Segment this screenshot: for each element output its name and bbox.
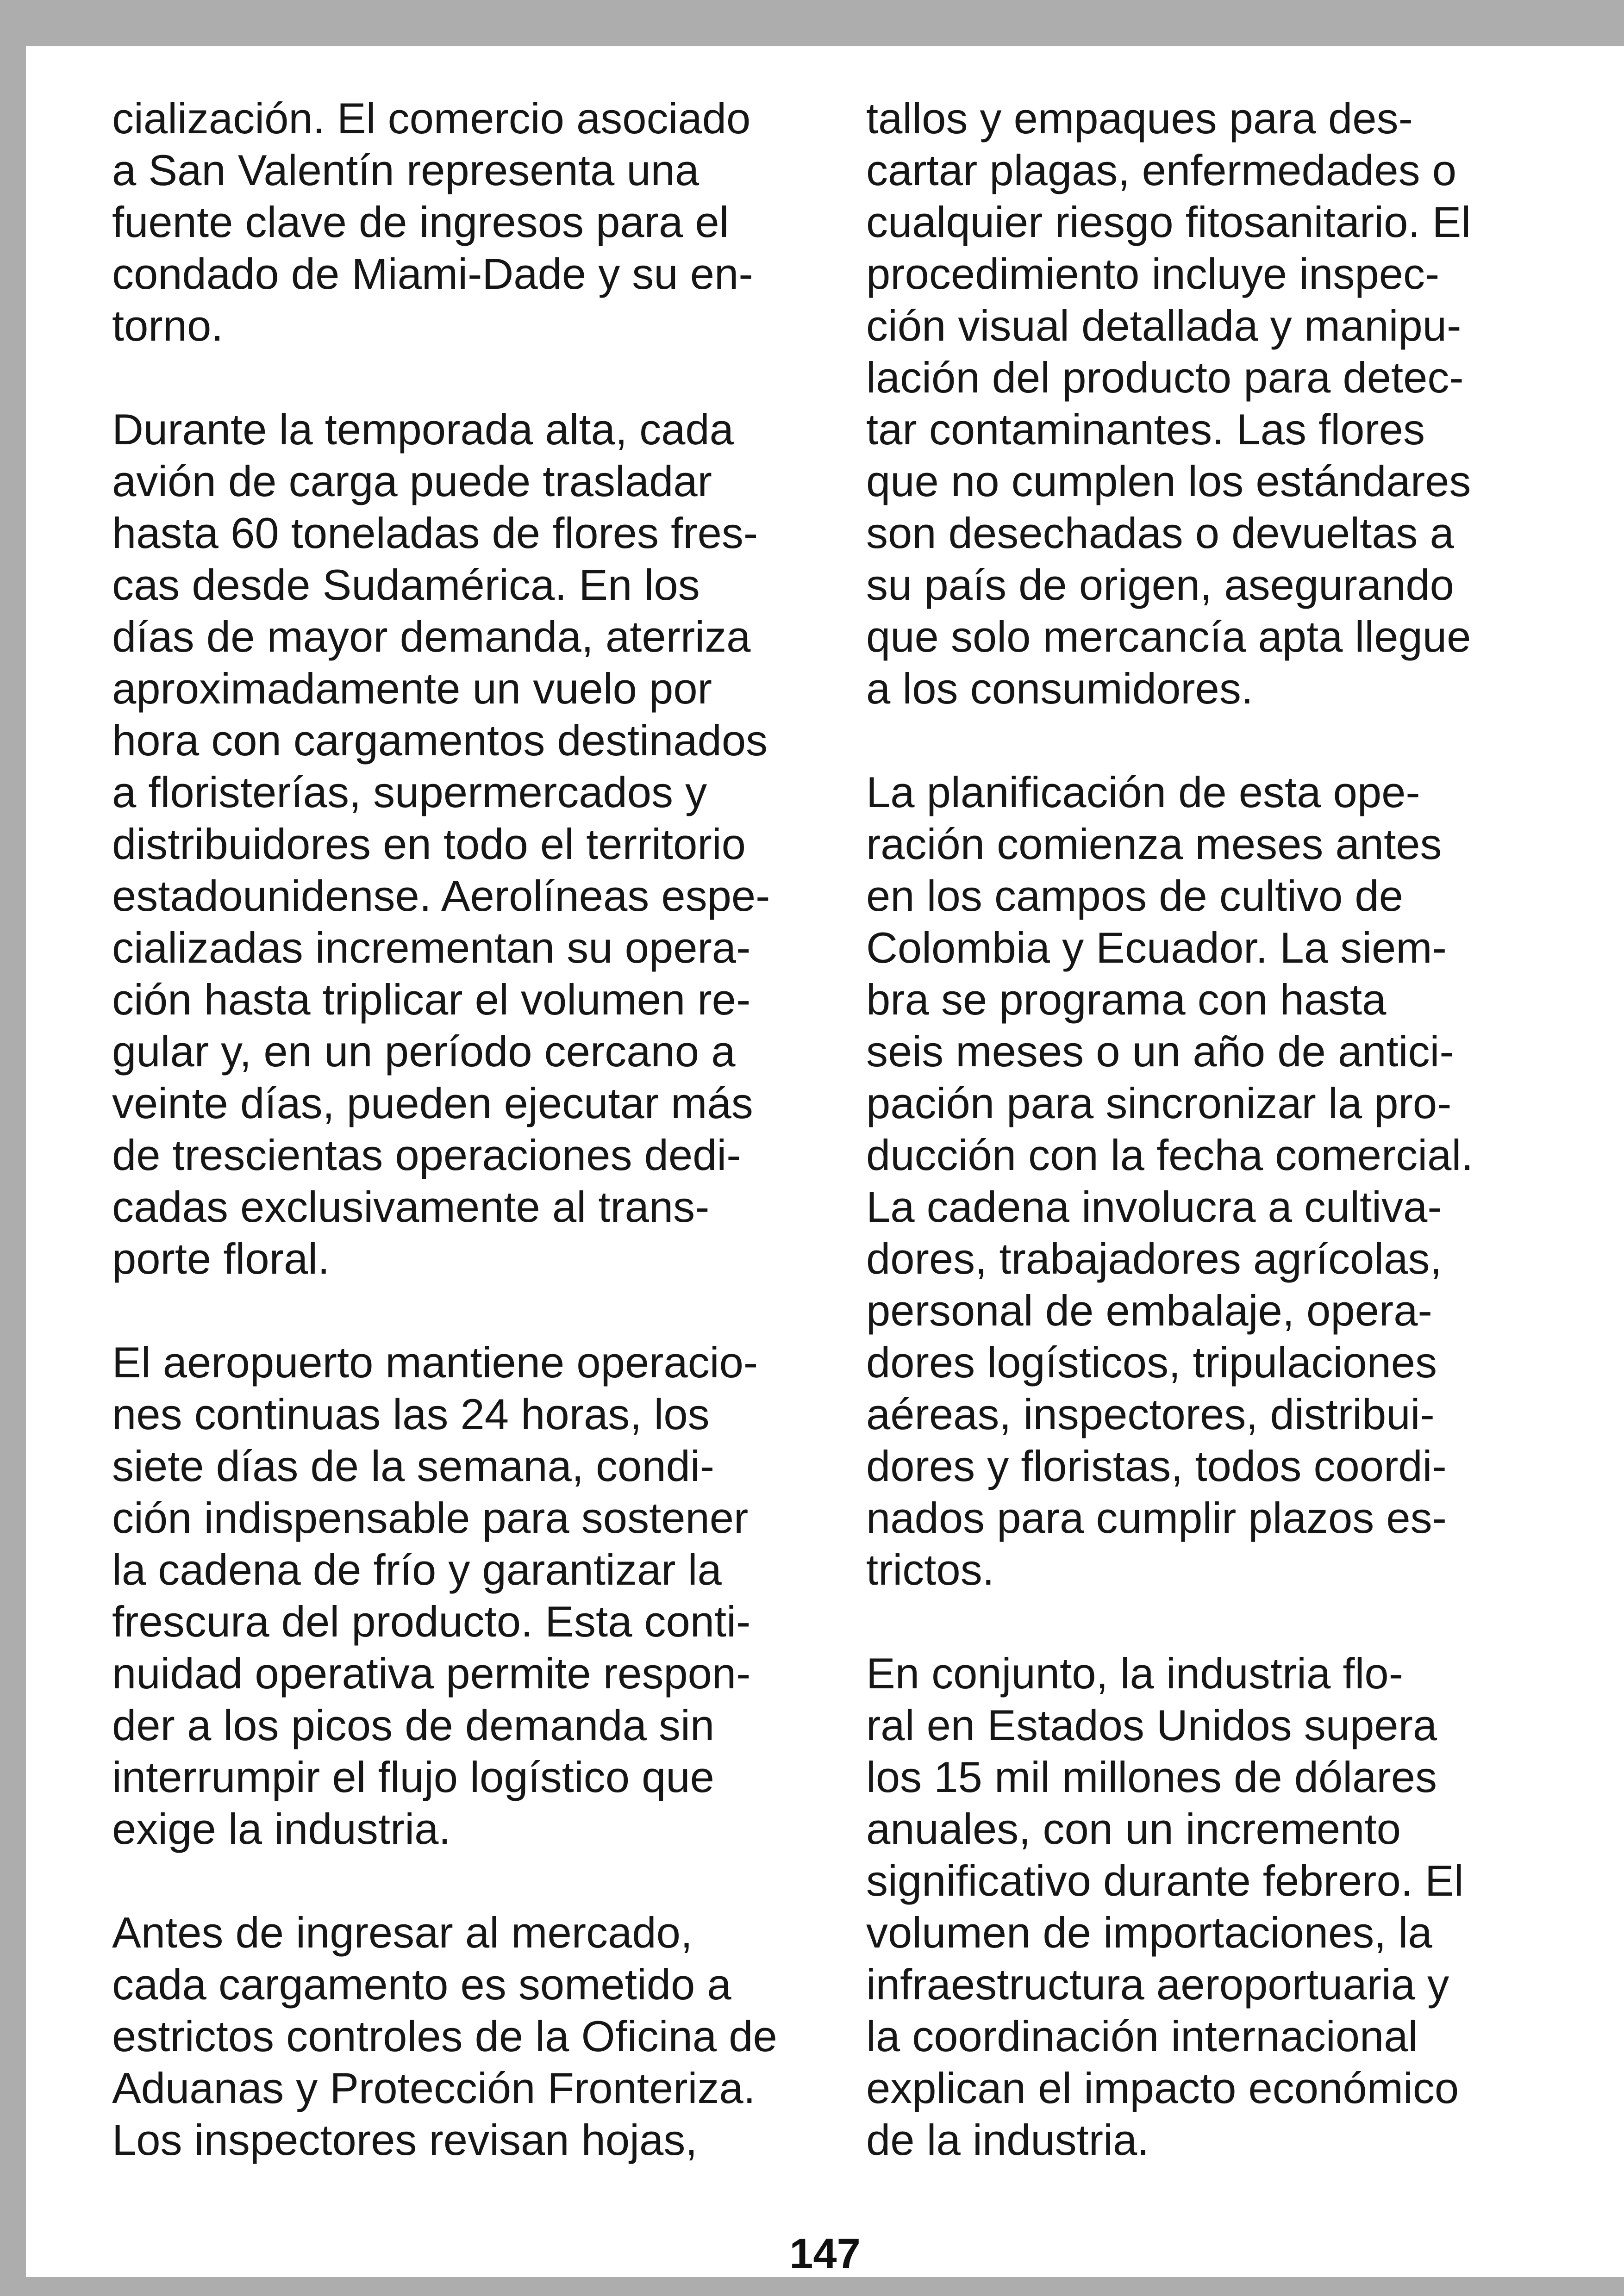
text-line: significativo durante febrero. El [866, 1856, 1464, 1905]
text-line: seis meses o un año de antici- [866, 1027, 1454, 1076]
text-line: volumen de importaciones, la [866, 1908, 1432, 1957]
paragraph-gap [112, 1855, 834, 1907]
text-line: a los consumidores. [866, 664, 1253, 713]
text-line: condado de Miami-Dade y su en- [112, 249, 753, 298]
text-line: ral en Estados Unidos supera [866, 1701, 1437, 1749]
left-text-column [112, 93, 834, 2166]
text-line: La planificación de esta ope- [866, 768, 1420, 816]
text-line: Antes de ingresar al mercado, [112, 1908, 693, 1957]
text-line: cadas exclusivamente al trans- [112, 1182, 710, 1231]
text-line: a floristerías, supermercados y [112, 768, 707, 816]
text-line: ción hasta triplicar el volumen re- [112, 975, 751, 1024]
right-text-column [866, 93, 1588, 2166]
text-line: ción visual detallada y manipu- [866, 301, 1462, 350]
text-line: La cadena involucra a cultiva- [866, 1182, 1442, 1231]
text-line: tallos y empaques para des- [866, 94, 1413, 143]
text-line: cartar plagas, enfermedades o [866, 146, 1456, 194]
text-line: de trescientas operaciones dedi- [112, 1131, 741, 1179]
text-line: exige la industria. [112, 1804, 451, 1853]
text-line: que solo mercancía apta llegue [866, 612, 1471, 661]
paragraph-gap [866, 715, 1588, 766]
text-line: Los inspectores revisan hojas, [112, 2116, 698, 2164]
paragraph-gap [112, 1285, 834, 1337]
text-line: siete días de la semana, condi- [112, 1442, 715, 1490]
text-line: cualquier riesgo fitosanitario. El [866, 198, 1471, 246]
text-line: a San Valentín representa una [112, 146, 700, 194]
text-line: de la industria. [866, 2116, 1149, 2164]
book-page [26, 46, 1624, 2277]
text-line: ración comienza meses antes [866, 820, 1442, 868]
text-line: nes continuas las 24 horas, los [112, 1390, 710, 1438]
text-line: gular y, en un período cercano a [112, 1027, 736, 1076]
text-line: der a los picos de demanda sin [112, 1701, 715, 1749]
text-line: que no cumplen los estándares [866, 457, 1471, 505]
text-line: la coordinación internacional [866, 2012, 1418, 2060]
paragraph-gap [866, 1596, 1588, 1648]
text-line: ducción con la fecha comercial. [866, 1131, 1474, 1179]
text-line: Colombia y Ecuador. La siem- [866, 923, 1447, 972]
text-line: ción indispensable para sostener [112, 1493, 749, 1542]
text-line: personal de embalaje, opera- [866, 1286, 1432, 1335]
text-line: cialización. El comercio asociado [112, 94, 751, 143]
text-line: distribuidores en todo el territorio [112, 820, 746, 868]
text-line: nuidad operativa permite respon- [112, 1649, 751, 1698]
text-line: Durante la temporada alta, cada [112, 405, 734, 454]
text-line: aproximadamente un vuelo por [112, 664, 712, 713]
text-line: Aduanas y Protección Fronteriza. [112, 2064, 756, 2112]
text-line: su país de origen, asegurando [866, 560, 1454, 609]
text-line: hora con cargamentos destinados [112, 716, 768, 765]
text-line: los 15 mil millones de dólares [866, 1753, 1437, 1801]
text-line: veinte días, pueden ejecutar más [112, 1079, 753, 1127]
text-line: dores logísticos, tripulaciones [866, 1338, 1437, 1387]
page-number: 147 [789, 2230, 861, 2277]
text-line: aéreas, inspectores, distribui- [866, 1390, 1435, 1438]
text-line: porte floral. [112, 1234, 330, 1283]
text-line: cializadas incrementan su opera- [112, 923, 751, 972]
text-line: El aeropuerto mantiene operacio- [112, 1338, 758, 1387]
text-line: lación del producto para detec- [866, 353, 1464, 402]
text-line: trictos. [866, 1545, 994, 1594]
paragraph-gap [112, 352, 834, 404]
text-line: explican el impacto económico [866, 2064, 1459, 2112]
text-line: interrumpir el flujo logístico que [112, 1753, 714, 1801]
text-line: cada cargamento es sometido a [112, 1960, 731, 2009]
text-line: dores y floristas, todos coordi- [866, 1442, 1447, 1490]
text-line: son desechadas o devueltas a [866, 509, 1454, 557]
text-line: fuente clave de ingresos para el [112, 198, 729, 246]
text-line: pación para sincronizar la pro- [866, 1079, 1452, 1127]
text-line: frescura del producto. Esta conti- [112, 1597, 751, 1646]
text-line: avión de carga puede trasladar [112, 457, 712, 505]
text-line: torno. [112, 301, 224, 350]
text-line: días de mayor demanda, aterriza [112, 612, 751, 661]
text-line: En conjunto, la industria flo- [866, 1649, 1403, 1698]
text-line: procedimiento incluye inspec- [866, 249, 1440, 298]
text-line: hasta 60 toneladas de flores fres- [112, 509, 758, 557]
text-line: anuales, con un incremento [866, 1804, 1401, 1853]
text-line: infraestructura aeroportuaria y [866, 1960, 1449, 2009]
text-line: la cadena de frío y garantizar la [112, 1545, 722, 1594]
text-line: estadounidense. Aerolíneas espe- [112, 871, 770, 920]
text-line: dores, trabajadores agrícolas, [866, 1234, 1442, 1283]
text-line: en los campos de cultivo de [866, 871, 1403, 920]
text-line: cas desde Sudamérica. En los [112, 560, 700, 609]
text-line: bra se programa con hasta [866, 975, 1387, 1024]
text-line: estrictos controles de la Oficina de [112, 2012, 777, 2060]
text-line: nados para cumplir plazos es- [866, 1493, 1447, 1542]
text-line: tar contaminantes. Las flores [866, 405, 1425, 454]
